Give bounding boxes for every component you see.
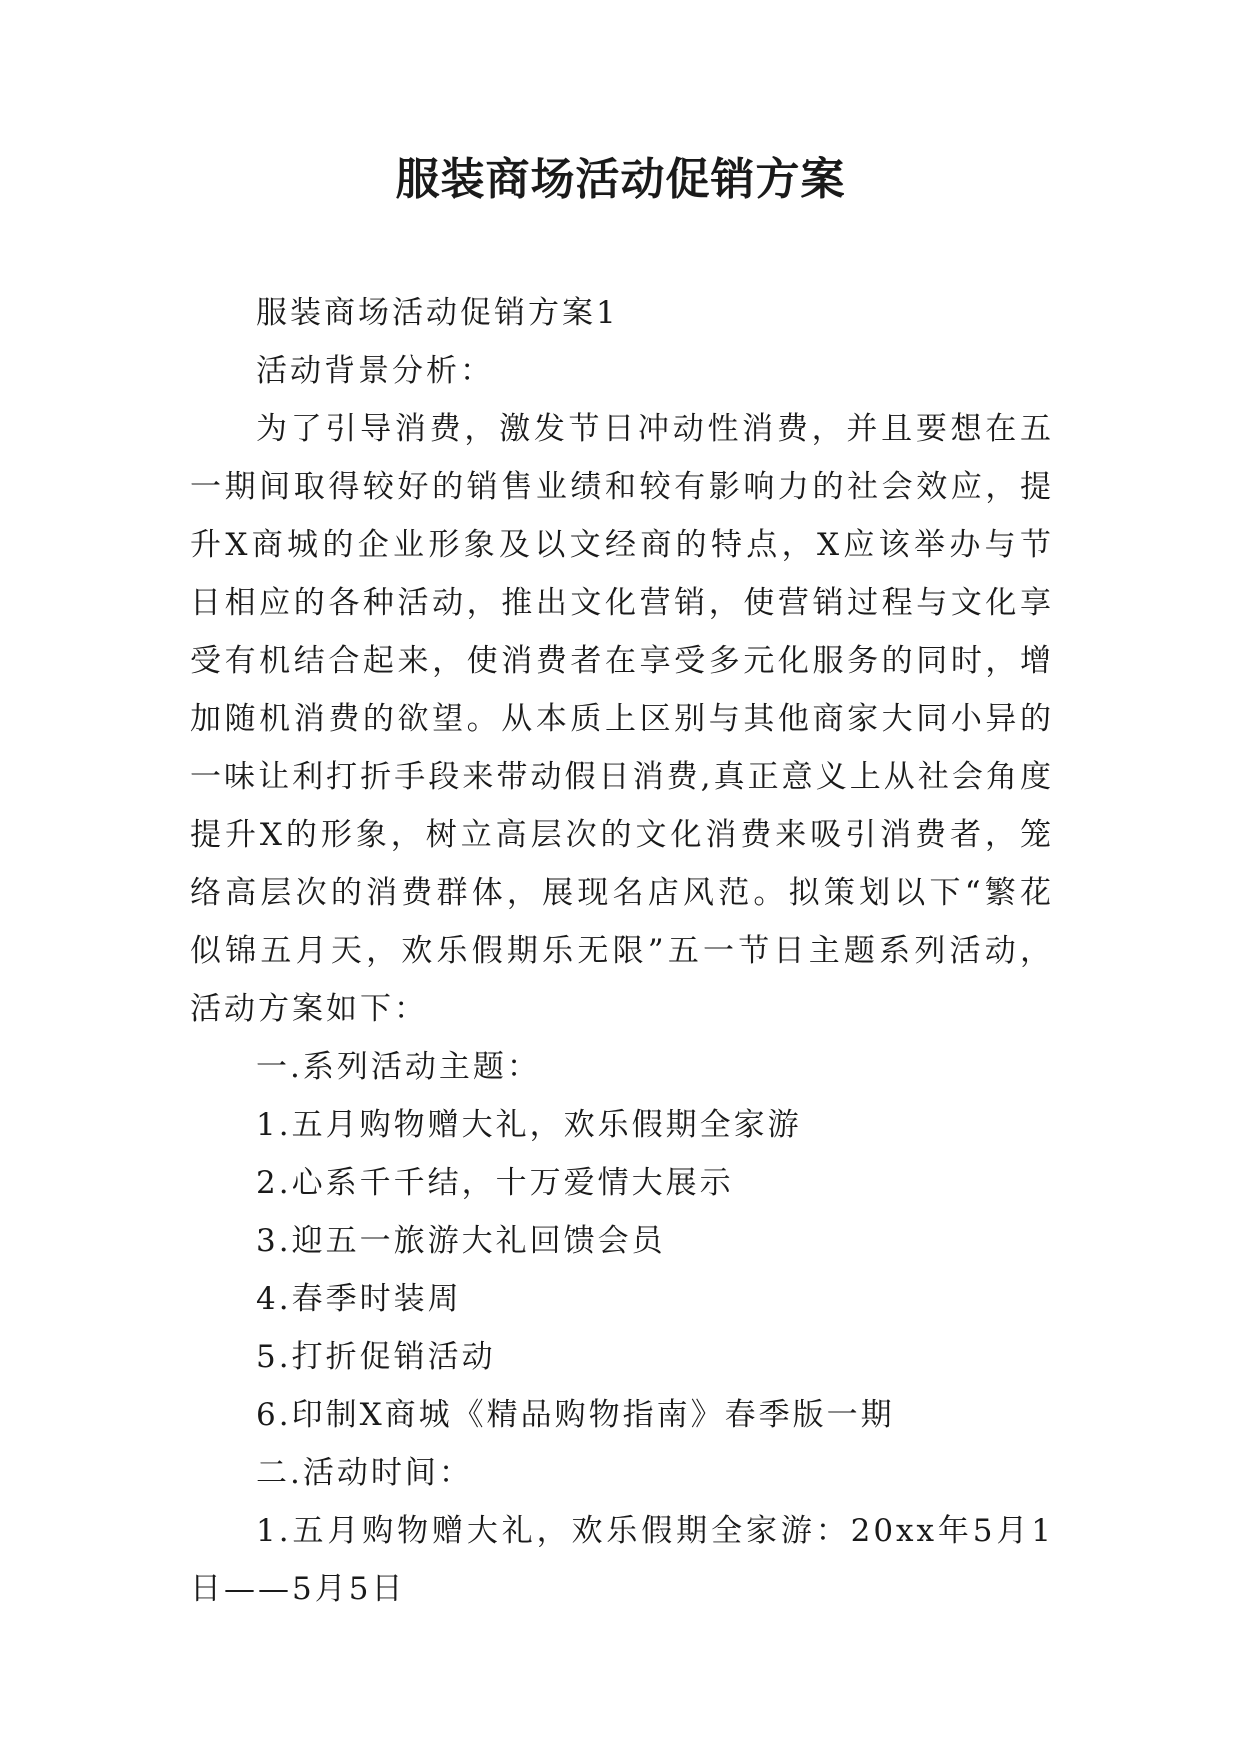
subheading-time: 二.活动时间： <box>256 1455 473 1491</box>
list-item: 6.印制X商城《精品购物指南》春季版一期 <box>256 1397 895 1433</box>
list-item: 1.五月购物赠大礼，欢乐假期全家游 <box>256 1107 802 1143</box>
list-item: 1.五月购物赠大礼，欢乐假期全家游：20xx年5月1日——5月5日 <box>190 1513 1054 1607</box>
list-item: 3.迎五一旅游大礼回馈会员 <box>256 1223 666 1259</box>
list-item: 4.春季时装周 <box>256 1281 462 1317</box>
list-item: 2.心系千千结，十万爱情大展示 <box>256 1165 734 1201</box>
document-body <box>190 284 1054 1618</box>
section-heading: 服装商场活动促销方案1 <box>256 295 619 331</box>
list-item: 5.打折促销活动 <box>256 1339 496 1375</box>
subheading-themes: 一.系列活动主题： <box>256 1049 541 1085</box>
document-title: 服装商场活动促销方案 <box>395 154 846 205</box>
subheading-background: 活动背景分析： <box>256 353 494 389</box>
background-paragraph: 为了引导消费，激发节日冲动性消费，并且要想在五一期间取得较好的销售业绩和较有影响力的社会效应，提升X商城的企业形象及以文经商的特点，X应该举办与节日相应的各种活动，推出文化营销，使营销过程与文化享受有机结合起来，使消费者在享受多元化服务的同时，增加随机消费的欲望。从本质上区别与其他商家大同小异的一味让利打折手段来带动假日消费,真正意义上从社会角度提升X的形象，树立高层次的文化消费来吸引消费者，笼络高层次的消费群体，展现名店风范。拟策划以下“繁花似锦五月天，欢乐假期乐无限”五一节日主题系列活动，活动方案如下： <box>190 411 1054 1027</box>
